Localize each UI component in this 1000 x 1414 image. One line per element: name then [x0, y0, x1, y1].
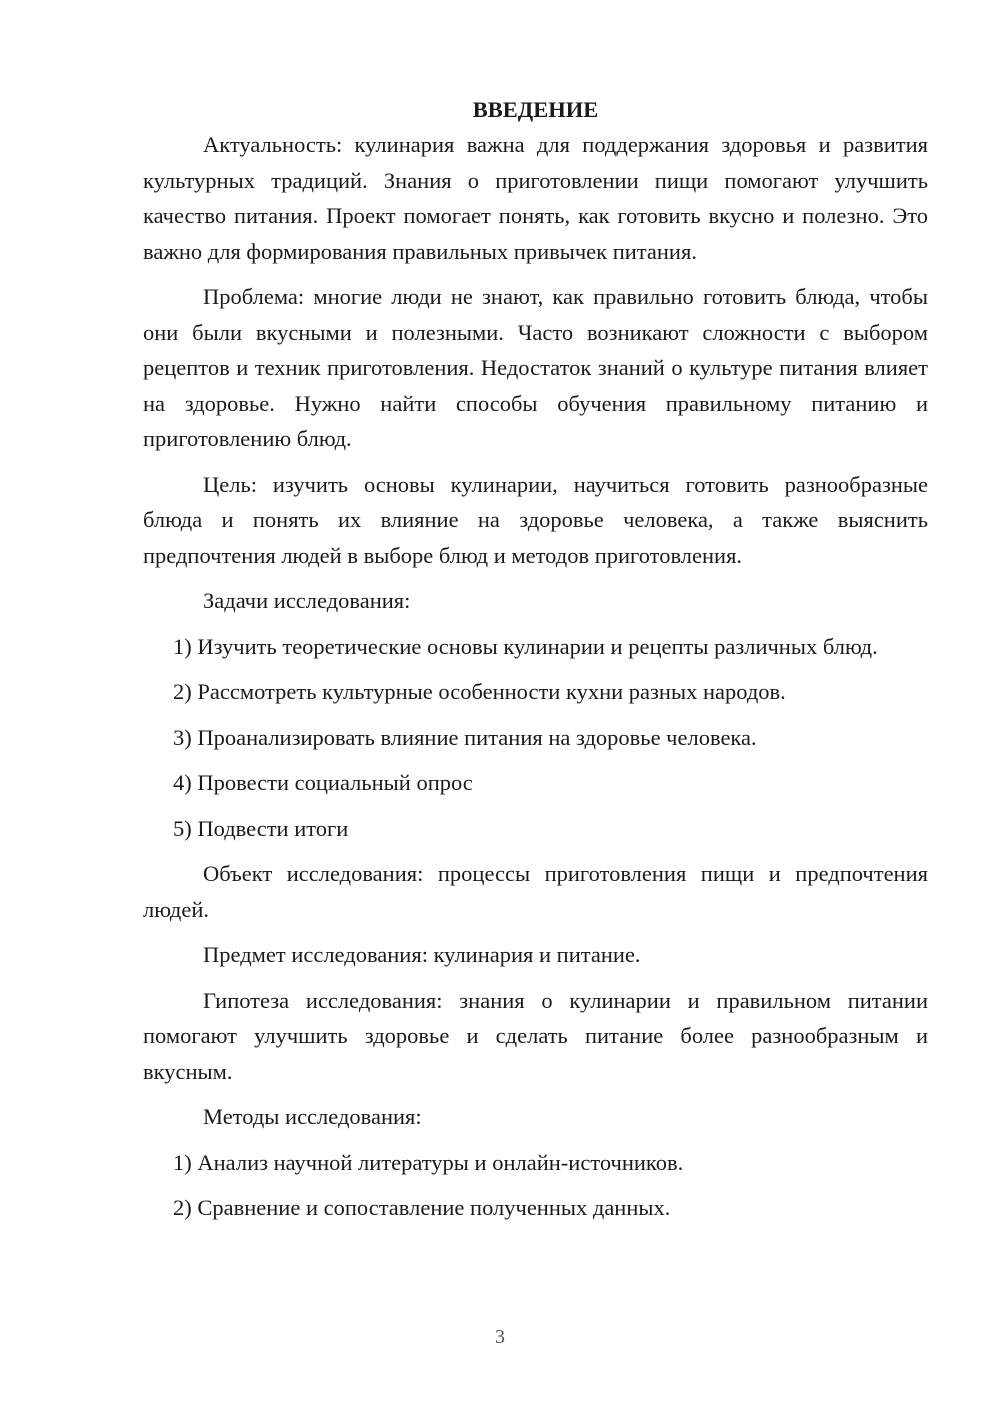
methods-heading: Методы исследования:: [203, 1104, 422, 1129]
task-item: 1) Изучить теоретические основы кулинарии и рецепты различных блюд.: [173, 633, 878, 659]
method-item: 1) Анализ научной литературы и онлайн-источников.: [173, 1149, 684, 1175]
page-title: ВВЕДЕНИЕ: [472, 97, 599, 122]
hypothesis-paragraph: Гипотеза исследования: знания о кулинарии и правильном питании помогают улучшить здоровье и сделать питание более разнообразным и вкусным.: [143, 987, 928, 1084]
task-item: 4) Провести социальный опрос: [173, 770, 473, 795]
tasks-heading: Задачи исследования:: [203, 588, 411, 613]
task-item: 3) Проанализировать влияние питания на здоровье человека.: [173, 724, 757, 750]
page-number: 3: [495, 1326, 505, 1348]
goal-paragraph: Цель: изучить основы кулинарии, научиться готовить разнообразные блюда и понять их влияние на здоровье человека, а также выяснить предпочтения людей в выборе блюд и методов приготовления.: [143, 471, 928, 568]
object-paragraph: Объект исследования: процессы приготовления пищи и предпочтения людей.: [143, 861, 928, 922]
relevance-paragraph: Актуальность: кулинария важна для поддержания здоровья и развития культурных традиций. Знания о приготовлении пищи помогают улучшить качество питания. Проект помогает понять, как готовить вкусно и полезно. Это важно для формирования правильных привычек питания.: [143, 132, 928, 264]
task-item: 5) Подвести итоги: [173, 815, 349, 841]
problem-paragraph: Проблема: многие люди не знают, как правильно готовить блюда, чтобы они были вкусными и полезными. Часто возникают сложности с выбором рецептов и техник приготовления. Недостаток знаний о культуре питания влияет на здоровье. Нужно найти способы обучения правильному питанию и приготовлению блюд.: [143, 284, 928, 451]
task-item: 2) Рассмотреть культурные особенности кухни разных народов.: [173, 679, 786, 704]
document-page: [143, 92, 928, 1236]
subject-paragraph: Предмет исследования: кулинария и питание.: [203, 942, 641, 967]
method-item: 2) Сравнение и сопоставление полученных данных.: [173, 1195, 671, 1220]
